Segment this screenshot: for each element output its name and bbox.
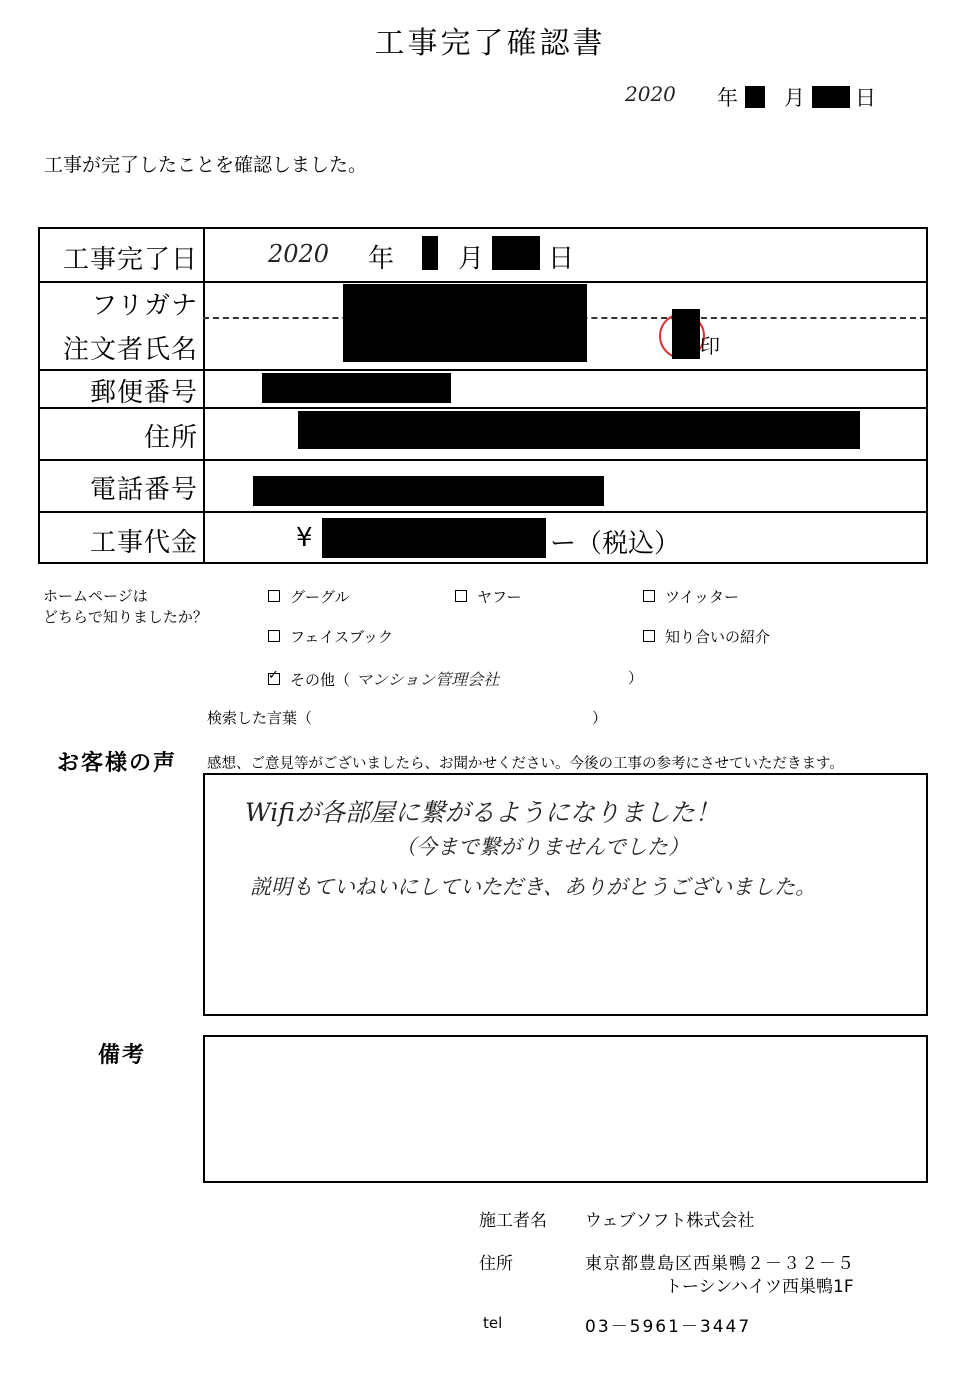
completion-year-handwritten: 2020 xyxy=(268,240,330,268)
table-row-divider xyxy=(40,511,926,513)
search-words-label: 検索した言葉（ xyxy=(207,709,313,727)
survey-question xyxy=(43,586,208,628)
furigana-label: フリガナ xyxy=(91,291,198,321)
date-year-unit: 年 xyxy=(717,86,738,110)
redacted-customer-name xyxy=(343,284,587,362)
document-title: 工事完了確認書 xyxy=(374,26,606,61)
other-close-paren: ） xyxy=(628,669,644,687)
intro-text: 工事が完了したことを確認しました。 xyxy=(44,154,368,176)
voice-line-3: 説明もていねいにしていただき、ありがとうございました。 xyxy=(250,875,817,899)
checkbox-twitter[interactable] xyxy=(643,590,655,602)
redacted-completion-month xyxy=(422,236,438,270)
completion-day-unit: 日 xyxy=(548,244,575,274)
option-google[interactable]: グーグル xyxy=(268,586,350,607)
voice-line-1: Wifiが各部屋に繋がるようになりました！ xyxy=(245,798,720,827)
redacted-postal-code xyxy=(262,373,451,403)
search-words-close: ） xyxy=(592,709,608,727)
fee-label: 工事代金 xyxy=(89,528,198,558)
redacted-completion-day xyxy=(492,236,540,270)
option-yahoo[interactable]: ヤフー xyxy=(455,586,522,607)
checkbox-google[interactable] xyxy=(268,590,280,602)
address-label: 住所 xyxy=(143,423,198,453)
remarks-label: 備考 xyxy=(98,1043,147,1068)
contractor-tel: 03－5961－3447 xyxy=(585,1317,752,1337)
postal-code-label: 郵便番号 xyxy=(89,378,198,408)
checkbox-facebook[interactable] xyxy=(268,630,280,642)
seal-mark: 印 xyxy=(700,334,720,358)
redacted-address xyxy=(298,411,860,449)
option-facebook[interactable]: フェイスブック xyxy=(268,626,393,647)
completion-date-label: 工事完了日 xyxy=(62,245,198,275)
option-twitter[interactable]: ツイッター xyxy=(643,586,739,607)
redacted-month xyxy=(745,86,765,108)
option-referral[interactable]: 知り合いの紹介 xyxy=(643,626,770,647)
fee-suffix: ー（税込） xyxy=(550,529,681,559)
survey-question-line1: ホームページは xyxy=(43,587,148,605)
yen-sign: ¥ xyxy=(296,523,313,553)
completion-year-unit: 年 xyxy=(368,244,395,274)
contractor-name: ウェブソフト株式会社 xyxy=(585,1211,755,1231)
customer-voice-box xyxy=(203,773,928,1016)
survey-question-line2: どちらで知りましたか？ xyxy=(43,608,208,626)
date-day-unit: 日 xyxy=(855,86,876,110)
date-month-unit: 月 xyxy=(784,86,805,110)
redacted-seal xyxy=(672,309,700,359)
contractor-name-label: 施工者名 xyxy=(479,1211,547,1231)
contractor-address-line1: 東京都豊島区西巣鴨２－３２－５ xyxy=(585,1254,855,1274)
checkbox-other-checked[interactable] xyxy=(268,673,280,685)
redacted-phone xyxy=(253,476,604,506)
checkbox-yahoo[interactable] xyxy=(455,590,467,602)
redacted-day xyxy=(812,86,850,108)
remarks-box xyxy=(203,1035,928,1183)
contractor-address-label: 住所 xyxy=(479,1254,513,1274)
date-year-handwritten: 2020 xyxy=(625,82,676,106)
customer-name-label: 注文者氏名 xyxy=(62,335,198,365)
option-other[interactable]: ✓その他（ マンション管理会社 xyxy=(268,667,499,690)
table-row-divider xyxy=(40,281,926,283)
checkbox-referral[interactable] xyxy=(643,630,655,642)
other-handwritten: マンション管理会社 xyxy=(356,670,500,689)
phone-label: 電話番号 xyxy=(89,475,198,505)
contractor-address-line2: トーシンハイツ西巣鴨1F xyxy=(665,1277,854,1297)
voice-line-2: （今まで繋がりませんでした） xyxy=(395,835,689,859)
customer-voice-instruction: 感想、ご意見等がございましたら、お聞かせください。今後の工事の参考にさせていただきます。 xyxy=(207,756,844,772)
customer-info-table xyxy=(38,227,928,564)
customer-voice-label: お客様の声 xyxy=(57,751,178,776)
completion-month-unit: 月 xyxy=(458,244,485,274)
table-row-divider xyxy=(40,369,926,371)
redacted-fee-amount xyxy=(322,518,546,558)
table-row-divider xyxy=(40,459,926,461)
contractor-tel-label: tel xyxy=(483,1314,503,1332)
